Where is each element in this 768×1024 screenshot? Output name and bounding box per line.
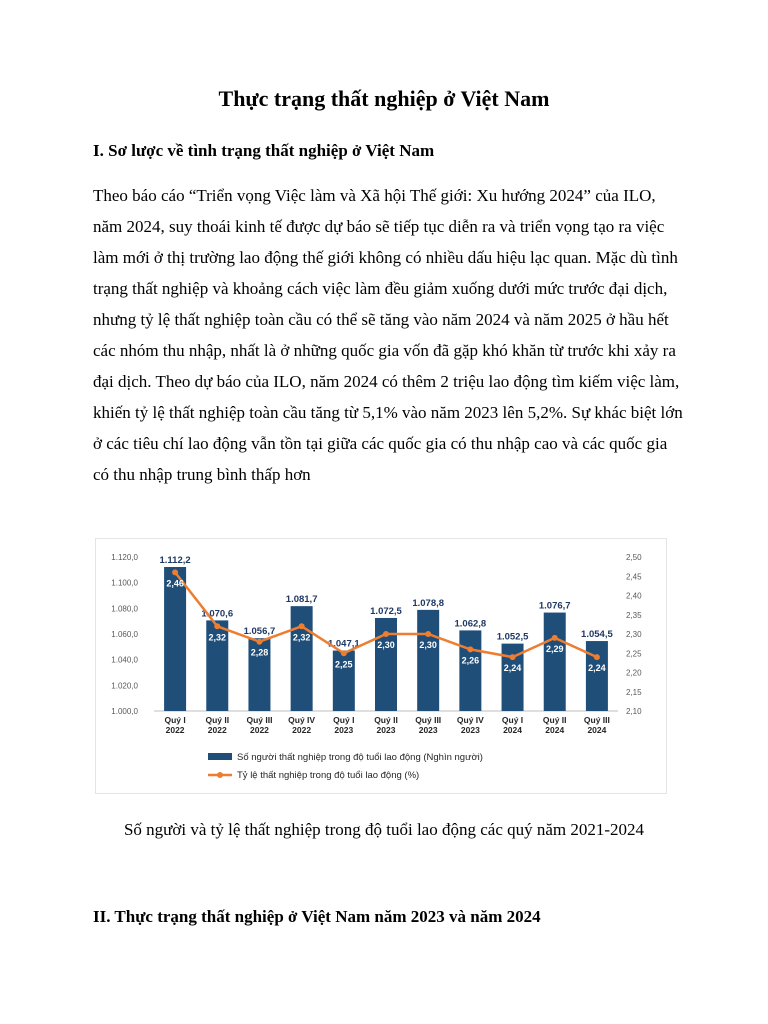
bar bbox=[291, 606, 313, 711]
bar bbox=[544, 613, 566, 711]
section-heading-1: I. Sơ lược về tình trạng thất nghiệp ở Việt Nam bbox=[93, 141, 435, 160]
x-tick-label-year: 2022 bbox=[292, 725, 312, 735]
rate-point bbox=[552, 635, 558, 641]
rate-data-label: 2,29 bbox=[545, 643, 564, 654]
y-left-tick-label: 1.120,0 bbox=[111, 553, 138, 562]
y-right-tick-label: 2,20 bbox=[626, 668, 642, 678]
y-left-tick-label: 1.100,0 bbox=[111, 578, 138, 588]
bar-data-label: 1.052,5 bbox=[496, 631, 529, 643]
bar bbox=[459, 630, 481, 711]
x-tick-label-year: 2022 bbox=[249, 725, 269, 735]
x-tick-label-quarter: Quý I bbox=[501, 715, 524, 725]
rate-data-label: 2,32 bbox=[292, 632, 311, 643]
rate-point bbox=[214, 623, 220, 629]
rate-data-label: 2,26 bbox=[461, 655, 480, 666]
rate-data-label: 2,30 bbox=[377, 640, 395, 650]
x-tick-label-quarter: Quý IV bbox=[456, 715, 484, 725]
y-left-tick-label: 1.080,0 bbox=[111, 604, 138, 614]
x-tick-label-year: 2024 bbox=[503, 725, 523, 735]
y-left-tick-label: 1.040,0 bbox=[111, 655, 138, 665]
bar-data-label: 1.056,7 bbox=[243, 626, 276, 638]
legend-line-label: Tỷ lệ thất nghiệp trong độ tuổi lao động (%) bbox=[237, 770, 420, 781]
rate-point bbox=[341, 650, 347, 656]
x-tick-label-quarter: Quý III bbox=[583, 715, 610, 725]
rate-data-label: 2,24 bbox=[503, 663, 522, 674]
rate-point bbox=[467, 646, 473, 652]
x-tick-label-year: 2024 bbox=[545, 725, 565, 735]
bar-data-label: 1.081,7 bbox=[285, 594, 318, 606]
x-tick-label-year: 2022 bbox=[165, 725, 185, 735]
x-tick-label-year: 2023 bbox=[376, 725, 396, 735]
x-tick-label-quarter: Quý I bbox=[164, 715, 186, 725]
x-tick-label-quarter: Quý III bbox=[246, 715, 273, 725]
bar-data-label: 1.072,5 bbox=[370, 605, 402, 617]
rate-point bbox=[299, 623, 305, 629]
rate-data-label: 2,46 bbox=[166, 578, 184, 589]
y-left-tick-label: 1.020,0 bbox=[111, 681, 138, 691]
x-tick-label-year: 2023 bbox=[334, 725, 354, 735]
y-right-tick-label: 2,45 bbox=[626, 572, 642, 582]
rate-point bbox=[383, 631, 389, 637]
bar-data-label: 1.112,2 bbox=[159, 555, 191, 567]
bar bbox=[417, 610, 439, 711]
rate-data-label: 2,28 bbox=[250, 647, 269, 658]
bar-data-label: 1.078,8 bbox=[412, 597, 445, 609]
y-right-tick-label: 2,30 bbox=[626, 630, 642, 639]
legend-line-marker bbox=[217, 772, 223, 778]
legend-bar-swatch bbox=[208, 753, 232, 760]
rate-point bbox=[425, 631, 431, 637]
y-right-tick-label: 2,40 bbox=[626, 591, 642, 601]
x-tick-label-quarter: Quý I bbox=[333, 715, 355, 725]
rate-data-label: 2,24 bbox=[588, 663, 606, 674]
bar-data-label: 1.062,8 bbox=[454, 618, 487, 630]
y-right-tick-label: 2,35 bbox=[626, 610, 642, 620]
y-right-tick-label: 2,25 bbox=[626, 649, 642, 659]
section-heading-2: II. Thực trạng thất nghiệp ở Việt Nam năm 2023 và năm 2024 bbox=[93, 907, 541, 926]
bar-data-label: 1.070,6 bbox=[201, 608, 234, 620]
y-right-tick-label: 2,50 bbox=[626, 553, 642, 562]
x-tick-label-year: 2023 bbox=[418, 725, 438, 735]
x-tick-label-quarter: Quý III bbox=[415, 715, 442, 725]
y-left-tick-label: 1.000,0 bbox=[111, 707, 138, 716]
rate-point bbox=[172, 569, 178, 575]
x-tick-label-year: 2024 bbox=[587, 725, 607, 735]
rate-data-label: 2,30 bbox=[419, 640, 437, 650]
bar bbox=[586, 641, 608, 711]
document-title: Thực trạng thất nghiệp ở Việt Nam bbox=[218, 86, 550, 111]
y-right-tick-label: 2,15 bbox=[626, 687, 642, 697]
legend-bar-label: Số người thất nghiệp trong độ tuổi lao động (Nghìn người) bbox=[237, 752, 483, 763]
bar-data-label: 1.054,5 bbox=[581, 629, 613, 641]
paragraph-1: Theo báo cáo “Triển vọng Việc làm và Xã hội Thế giới: Xu hướng 2024” của ILO, năm 2024, suy thoái kinh tế được dự báo sẽ tiếp tục diễn ra và triển vọng tạo ra việc làm mới ở thị trường lao động thế giới không có nhiều dấu hiệu lạc quan. Mặc dù tình trạng thất nghiệp và khoảng cách việc làm đều giảm xuống dưới mức trước đại dịch, nhưng tỷ lệ thất nghiệp toàn cầu có thể sẽ tăng vào năm 2024 và năm 2025 ở hầu hết các nhóm thu nhập, nhất là ở những quốc gia vốn đã gặp khó khăn từ trước khi xảy ra đại dịch. Theo dự báo của ILO, năm 2024 có thêm 2 triệu lao động tìm kiếm việc làm, khiến tỷ lệ thất nghiệp toàn cầu tăng từ 5,1% vào năm 2023 lên 5,2%. Sự khác biệt lớn ở các tiêu chí lao động vẫn tồn tại giữa các quốc gia có thu nhập cao và các quốc gia có thu nhập trung bình thấp hơn bbox=[93, 186, 683, 484]
figure-caption: Số người và tỷ lệ thất nghiệp trong độ tuổi lao động các quý năm 2021-2024 bbox=[123, 820, 645, 839]
y-left-tick-label: 1.060,0 bbox=[111, 630, 138, 639]
rate-data-label: 2,32 bbox=[208, 632, 227, 643]
rate-point bbox=[510, 654, 516, 660]
bar-data-label: 1.047,1 bbox=[327, 638, 360, 650]
chart-svg bbox=[96, 539, 666, 793]
rate-point bbox=[256, 639, 262, 645]
x-tick-label-quarter: Quý IV bbox=[288, 715, 316, 725]
y-right-tick-label: 2,10 bbox=[626, 707, 642, 716]
unemployment-chart bbox=[95, 538, 667, 794]
x-tick-label-quarter: Quý II bbox=[205, 715, 230, 725]
bar-data-label: 1.076,7 bbox=[538, 600, 571, 612]
x-tick-label-year: 2022 bbox=[207, 725, 227, 735]
rate-data-label: 2,25 bbox=[335, 659, 353, 670]
x-tick-label-quarter: Quý II bbox=[542, 715, 567, 725]
bar bbox=[164, 567, 186, 711]
x-tick-label-year: 2023 bbox=[460, 725, 480, 735]
rate-point bbox=[594, 654, 600, 660]
x-tick-label-quarter: Quý II bbox=[374, 715, 398, 725]
